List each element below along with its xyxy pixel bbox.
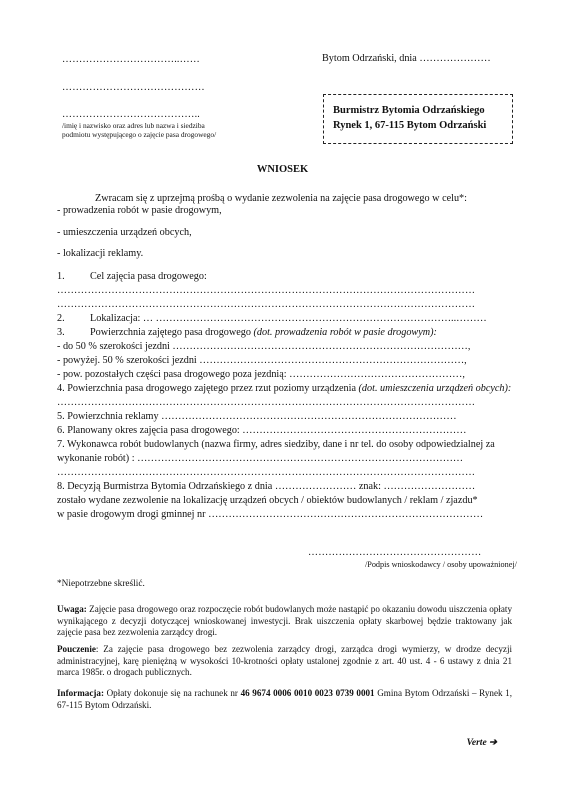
recipient-line-2: Rynek 1, 67-115 Bytom Odrzański: [333, 120, 487, 131]
note-info-text-1: Opłaty dokonuje się na rachunek nr: [103, 688, 241, 698]
item-7-dotline[interactable]: ……………………………………………………………………………………………………………: [57, 467, 476, 478]
item-4-label: [57, 383, 511, 394]
note-uwaga: [57, 604, 512, 639]
item-4-italic: (dot. umieszczenia urządzeń obcych):: [358, 383, 512, 394]
item-7-line-2[interactable]: wykonanie robót) : ……………………………………………………………………………………: [57, 453, 464, 464]
bank-account-number: 46 9674 0006 0010 0023 0739 0001: [240, 688, 375, 698]
signature-line[interactable]: ……………………………………………: [308, 547, 482, 558]
applicant-name-line[interactable]: ……………………………..……: [62, 54, 200, 65]
item-8-line-2: zostało wydane zezwolenie na lokalizację urządzeń obcych / obiektów budowlanych / reklam / zjazdu*: [57, 495, 478, 506]
item-2-label[interactable]: Lokalizacja: … ……………………………………………………………………………..………: [90, 313, 487, 324]
item-3c[interactable]: - pow. pozostałych części pasa drogowego poza jezdnią: ……………………………………………,: [57, 369, 465, 380]
recipient-line-1: Burmistrz Bytomia Odrzańskiego: [333, 105, 485, 116]
note-informacja: [57, 688, 512, 711]
item-1-dotline-2[interactable]: ……………………………………………………………………………………………………………: [57, 299, 476, 310]
item-1-label: Cel zajęcia pasa drogowego:: [90, 271, 207, 282]
note-info-label: Informacja:: [57, 688, 104, 698]
footnote: *Niepotrzebne skreślić.: [57, 579, 145, 589]
signature-caption: /Podpis wnioskodawcy / osoby upoważnionej/: [365, 560, 517, 569]
purpose-option-works: - prowadzenia robót w pasie drogowym,: [57, 205, 222, 216]
item-4-text: 4. Powierzchnia pasa drogowego zajętego przez rzut poziomy urządzenia: [57, 383, 356, 394]
note-pouczenie: [57, 644, 512, 679]
item-3-italic: (dot. prowadzenia robót w pasie drogowym):: [253, 327, 437, 338]
note-uwaga-text: Zajęcie pasa drogowego oraz rozpoczęcie robót budowlanych może nastąpić po okazaniu dowodu uiszczenia opłaty wynikającego z decyzji dotyczącej wnioskowanej inwestycji. Brak uiszczenia opłaty skarbowej będzie traktowany jak zajęcie pasa bez zezwolenia zarządcy drogi.: [57, 604, 512, 637]
applicant-address-line-2[interactable]: …………………………………..: [62, 109, 200, 120]
place-date[interactable]: Bytom Odrzański, dnia …………………: [322, 53, 491, 64]
item-3a[interactable]: - do 50 % szerokości jezdni ……………………………………………………………………………,: [57, 341, 471, 352]
item-1-dotline[interactable]: ……………………………………………………………………………………………………………: [57, 285, 476, 296]
verte-label: Verte ➔: [466, 738, 497, 748]
purpose-option-devices: - umieszczenia urządzeń obcych,: [57, 227, 192, 238]
applicant-caption: /imię i nazwisko oraz adres lub nazwa i siedziba: [62, 121, 205, 130]
note-uwaga-label: Uwaga:: [57, 604, 87, 614]
item-3-text: Powierzchnia zajętego pasa drogowego: [90, 327, 251, 338]
intro-paragraph: Zwracam się z uprzejmą prośbą o wydanie zezwolenia na zajęcie pasa drogowego w celu*:: [95, 193, 467, 204]
item-3-label: [90, 327, 437, 338]
note-info-text-2: Gmina Bytom Odrzański – Rynek 1, 67-115 Bytom Odrzański.: [57, 688, 513, 710]
item-6[interactable]: 6. Planowany okres zajęcia pasa drogowego: …………………………………………………………: [57, 425, 467, 436]
recipient-box: [323, 94, 513, 144]
item-4-dotline[interactable]: ……………………………………………………………………………………………………………: [57, 397, 476, 408]
applicant-caption-2: podmiotu występującego o zajęcie pasa drogowego/: [62, 130, 217, 139]
item-3-number: 3.: [57, 327, 65, 338]
item-2-number: 2.: [57, 313, 65, 324]
item-8-line-3[interactable]: w pasie drogowym drogi gminnej nr ………………………………………………………………………: [57, 509, 484, 520]
applicant-address-line[interactable]: ……………………………………: [62, 82, 205, 93]
document-title: WNIOSEK: [256, 164, 309, 175]
item-5[interactable]: 5. Powierzchnia reklamy ……………………………………………………………………………: [57, 411, 457, 422]
note-pouczenie-label: Pouczenie: [57, 644, 96, 654]
item-7-line-1: 7. Wykonawca robót budowlanych (nazwa firmy, adres siedziby, dane i nr tel. do osoby odpowiedzialnej za: [57, 439, 495, 450]
item-1-number: 1.: [57, 271, 65, 282]
purpose-option-advert: - lokalizacji reklamy.: [57, 248, 144, 259]
note-pouczenie-text: : Za zajęcie pasa drogowego bez zezwolenia zarządcy drogi, zarządca drogi wymierzy, w drodze decyzji administracyjnej, karę pieniężną w wysokości 10-krotności opłaty ustalonej zgodnie z art. 40 ust. 4 - 6 ustawy z dnia 21 marca 1985r. o drogach publicznych.: [57, 644, 512, 677]
item-8-line-1[interactable]: 8. Decyzją Burmistrza Bytomia Odrzańskiego z dnia …………………… znak: ………………………: [57, 481, 476, 492]
item-3b[interactable]: - powyżej. 50 % szerokości jezdni ……………………………………………………………………,: [57, 355, 467, 366]
